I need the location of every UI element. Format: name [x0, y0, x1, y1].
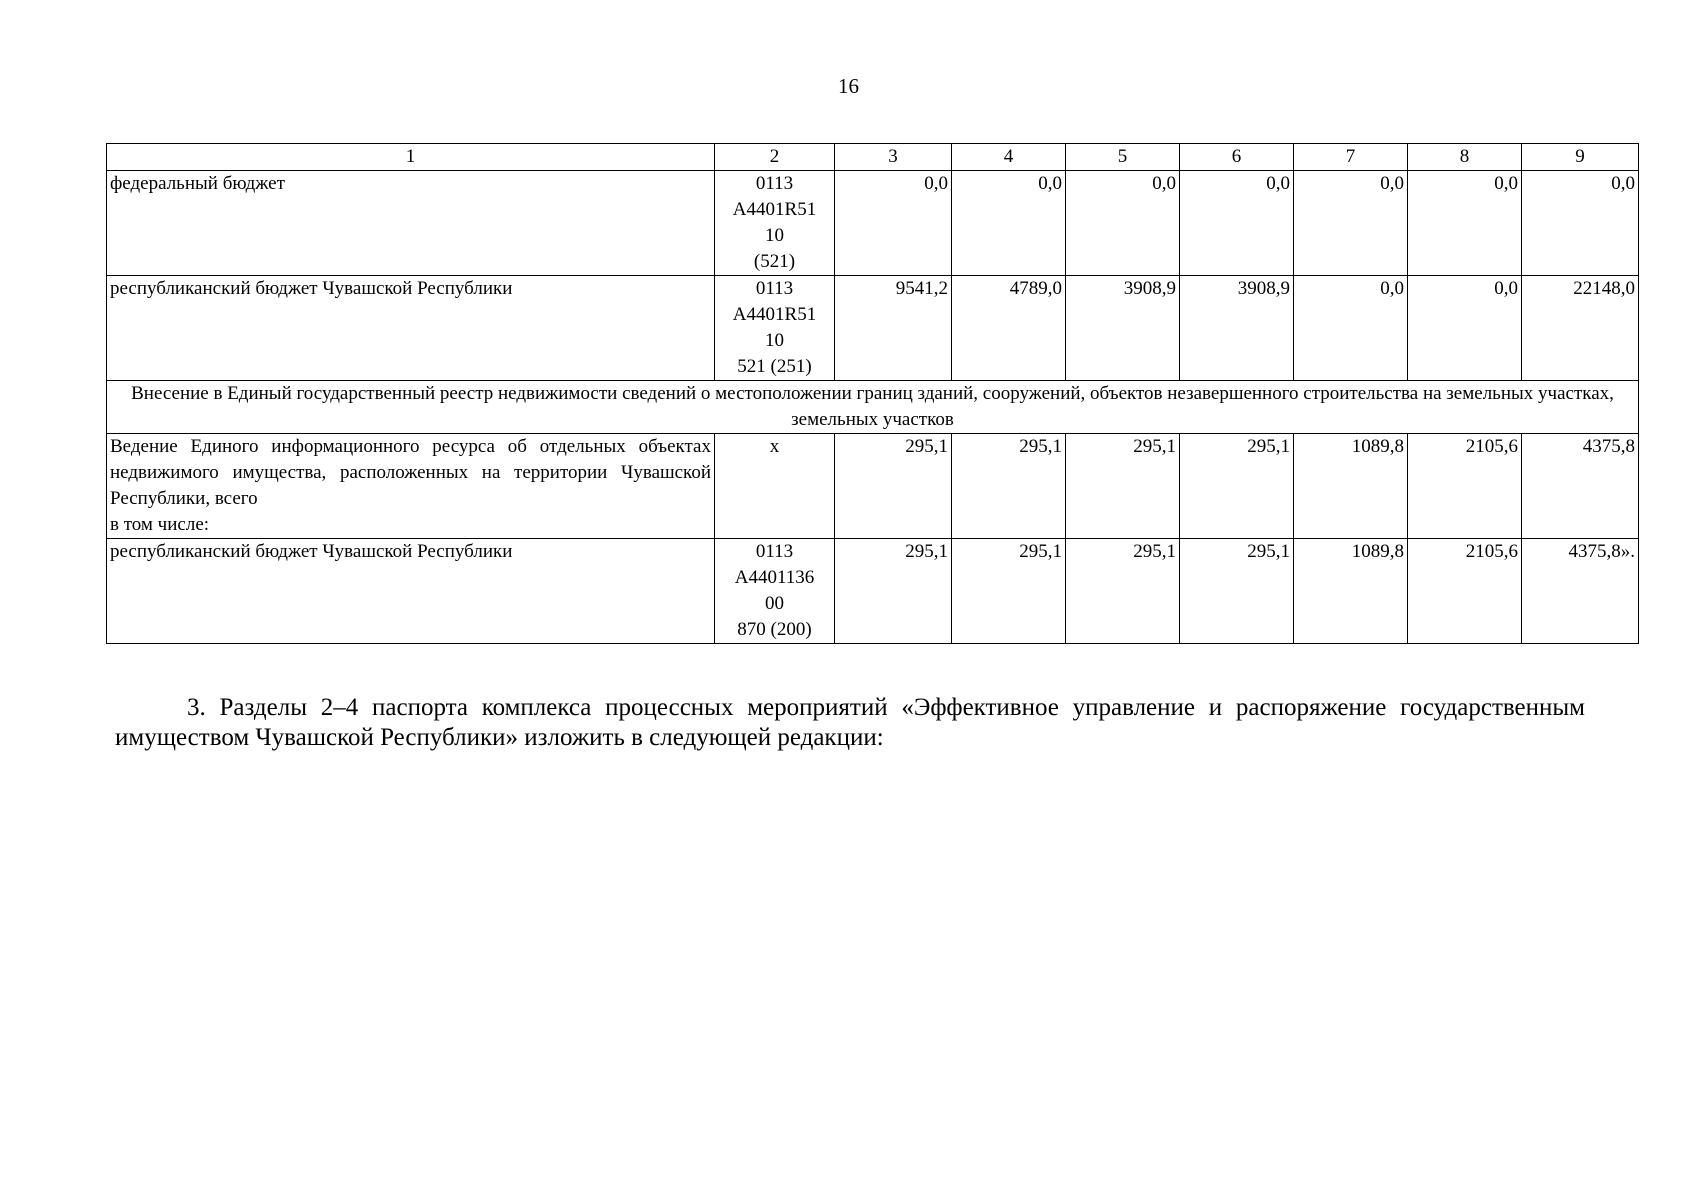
- column-header: 3: [835, 144, 952, 171]
- value-cell: 2105,6: [1408, 434, 1522, 539]
- budget-code-cell: [715, 276, 835, 381]
- value-cell: 0,0: [1066, 171, 1180, 276]
- budget-code-line: 00: [765, 593, 784, 614]
- value-cell: 22148,0: [1522, 276, 1639, 381]
- value-cell: 295,1: [1066, 539, 1180, 644]
- value-cell: 0,0: [1408, 276, 1522, 381]
- section-row: [107, 381, 1639, 434]
- value-cell: 1089,8: [1294, 434, 1408, 539]
- value-cell: 295,1: [1180, 539, 1294, 644]
- value-cell: 295,1: [835, 539, 952, 644]
- budget-code-line: 10: [765, 225, 784, 246]
- column-header: 4: [952, 144, 1066, 171]
- value-cell: 295,1: [1066, 434, 1180, 539]
- value-cell: 295,1: [952, 539, 1066, 644]
- budget-code-line: 0113: [755, 173, 794, 194]
- value-cell: 295,1: [1180, 434, 1294, 539]
- value-cell: 295,1: [835, 434, 952, 539]
- column-header: 8: [1408, 144, 1522, 171]
- table-row: [107, 276, 1639, 381]
- column-header: 6: [1180, 144, 1294, 171]
- row-name: республиканский бюджет Чувашской Республики: [107, 539, 715, 644]
- table-header-row: [107, 144, 1639, 171]
- column-header: 9: [1522, 144, 1639, 171]
- budget-code-line: 521 (251): [737, 356, 812, 377]
- page-number: 16: [838, 74, 859, 98]
- table-row: [107, 171, 1639, 276]
- budget-code-line: А4401R51: [732, 199, 817, 220]
- value-cell: 3908,9: [1066, 276, 1180, 381]
- budget-code-line: 10: [765, 330, 784, 351]
- value-cell: 0,0: [1522, 171, 1639, 276]
- budget-code-line: А4401136: [734, 567, 815, 588]
- section-title: Внесение в Единый государственный реестр недвижимости сведений о местоположении границ зданий, сооружений, объектов незавершенного строительства на земельных участках, земельных участков: [107, 381, 1639, 434]
- budget-code-line: 0113: [755, 541, 794, 562]
- column-header: 1: [107, 144, 715, 171]
- row-name-cell: [107, 434, 715, 539]
- budget-code-cell: [715, 539, 835, 644]
- budget-table: [106, 143, 1639, 644]
- body-paragraph: 3. Разделы 2–4 паспорта комплекса процессных мероприятий «Эффективное управление и распоряжение государственным имуществом Чувашской Республики» изложить в следующей редакции:: [115, 694, 1585, 751]
- budget-code-line: А4401R51: [732, 304, 817, 325]
- value-cell: 295,1: [952, 434, 1066, 539]
- value-cell: 0,0: [1408, 171, 1522, 276]
- value-cell: 0,0: [835, 171, 952, 276]
- budget-code-cell: [715, 434, 835, 539]
- value-cell: 0,0: [1294, 276, 1408, 381]
- budget-code-line: 0113: [755, 278, 794, 299]
- row-name: республиканский бюджет Чувашской Республики: [107, 276, 715, 381]
- value-cell: 4789,0: [952, 276, 1066, 381]
- value-cell: 0,0: [952, 171, 1066, 276]
- row-name: Ведение Единого информационного ресурса об отдельных объектах недвижимого имущества, расположенных на территории Чувашской Республики, всего: [110, 436, 711, 509]
- column-header: 7: [1294, 144, 1408, 171]
- column-header: 2: [715, 144, 835, 171]
- value-cell: 4375,8: [1522, 434, 1639, 539]
- table-row: [107, 434, 1639, 539]
- value-cell: 2105,6: [1408, 539, 1522, 644]
- row-name-note: в том числе:: [110, 514, 210, 535]
- value-cell: 0,0: [1180, 171, 1294, 276]
- budget-code-line: (521): [753, 251, 796, 272]
- column-header: 5: [1066, 144, 1180, 171]
- value-cell: 4375,8».: [1522, 539, 1639, 644]
- budget-code-line: 870 (200): [737, 619, 812, 640]
- value-cell: 0,0: [1294, 171, 1408, 276]
- value-cell: 9541,2: [835, 276, 952, 381]
- value-cell: 3908,9: [1180, 276, 1294, 381]
- table-row: [107, 539, 1639, 644]
- budget-code-line: х: [769, 436, 780, 457]
- row-name: федеральный бюджет: [107, 171, 715, 276]
- value-cell: 1089,8: [1294, 539, 1408, 644]
- budget-code-cell: [715, 171, 835, 276]
